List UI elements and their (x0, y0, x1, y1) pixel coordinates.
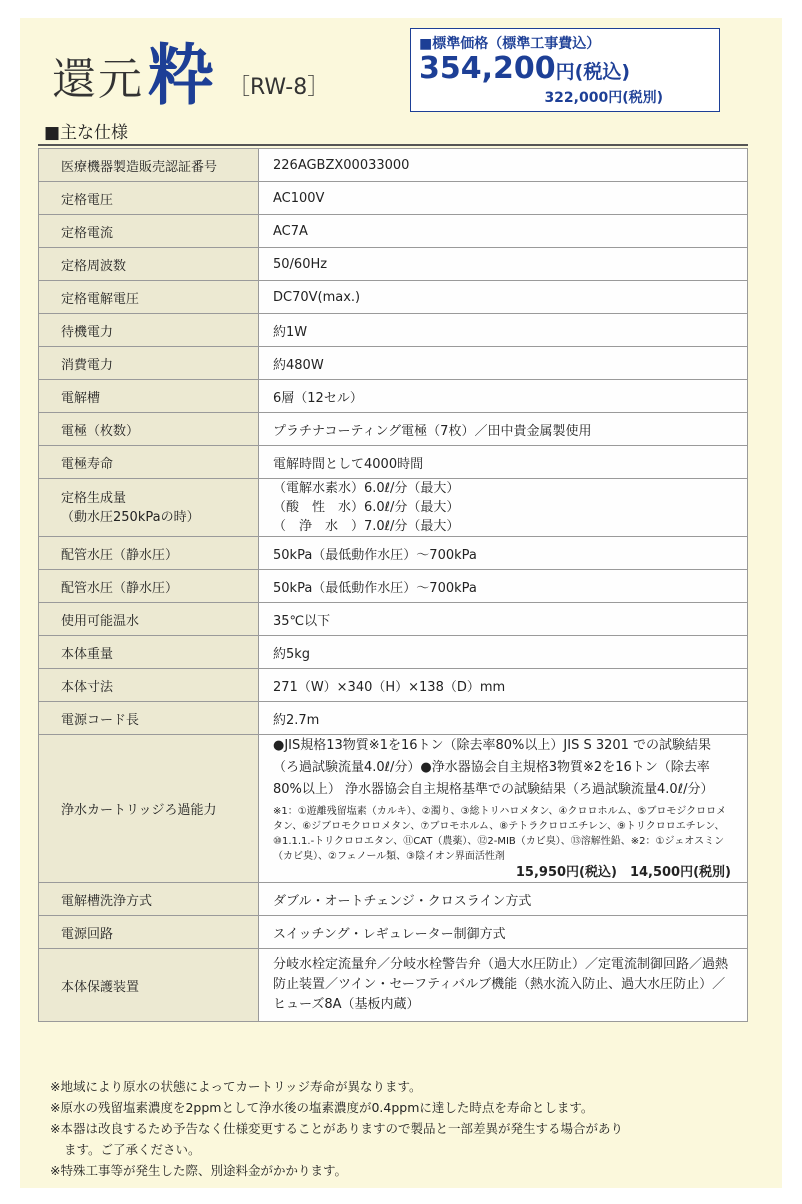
spec-label: 配管水圧（静水圧） (39, 570, 259, 603)
spec-row (39, 149, 748, 182)
spec-row-protection (39, 949, 748, 1022)
spec-row (39, 215, 748, 248)
spec-label: 定格周波数 (39, 248, 259, 281)
product-title (52, 36, 330, 114)
spec-value: 約5kg (259, 636, 748, 669)
spec-value: 50kPa（最低動作水圧）～700kPa (259, 570, 748, 603)
spec-label: 電極（枚数） (39, 413, 259, 446)
spec-row (39, 182, 748, 215)
footnote: ※本器は改良するため予告なく仕様変更することがありますので製品と一部差異が発生する場合があり (50, 1121, 623, 1136)
spec-value: ダブル・オートチェンジ・クロスライン方式 (259, 883, 748, 916)
spec-label: 使用可能温水 (39, 603, 259, 636)
generation-label-line: 定格生成量 (61, 490, 127, 506)
spec-label: 電解槽洗浄方式 (39, 883, 259, 916)
spec-value: 35℃以下 (259, 603, 748, 636)
spec-value: DC70V(max.) (259, 281, 748, 314)
spec-label: 定格電圧 (39, 182, 259, 215)
spec-label: 本体重量 (39, 636, 259, 669)
spec-row (39, 603, 748, 636)
spec-value-protection: 分岐水栓定流量弁／分岐水栓警告弁（過大水圧防止）／定電流制御回路／過熱防止装置／ツイン・セーフティバルブ機能（熱水流入防止、過大水圧防止）／ヒューズ8A（基板内蔵） (259, 949, 748, 1022)
price-sub: 322,000円(税別) (544, 90, 663, 106)
spec-row (39, 446, 748, 479)
generation-line: （酸 性 水）6.0ℓ/分（最大） (273, 500, 460, 515)
footnote: ます。ご了承ください。 (64, 1142, 201, 1157)
footnote: ※特殊工事等が発生した際、別途料金がかかります。 (50, 1163, 347, 1178)
spec-row (39, 314, 748, 347)
spec-label: 電解槽 (39, 380, 259, 413)
spec-value: 50/60Hz (259, 248, 748, 281)
spec-row (39, 380, 748, 413)
spec-value: AC7A (259, 215, 748, 248)
section-title: ■主な仕様 (38, 122, 748, 146)
spec-value: 約2.7m (259, 702, 748, 735)
cartridge-text: ●JIS規格13物質※1を16トン（除去率80%以上）JIS S 3201 での試験結果（ろ過試験流量4.0ℓ/分）●浄水器協会自主規格3物質※2を16トン（除去率80%以上） 浄水器協会自主規格基準での試験結果（ろ過試験流量4.0ℓ/分） (273, 738, 714, 797)
spec-label-cartridge: 浄水カートリッジろ過能力 (39, 735, 259, 883)
cartridge-note: ※1：①遊離残留塩素（カルキ）、②濁り、③総トリハロメタン、④クロロホルム、⑤ブロモジクロロメタン、⑥ジブロモクロロメタン、⑦ブロモホルム、⑧テトラクロロエチレン、⑨トリクロロエチレン、⑩1.1.1.-トリクロロエタン、⑪CAT（農薬）、⑫2-MIB（カビ臭）、⑬溶解性鉛、※2：①ジェオスミン（カビ臭）、②フェノール類、③陰イオン界面活性剤 (273, 806, 727, 862)
model-number: ［RW-8］ (228, 75, 330, 100)
spec-value: 6層（12セル） (259, 380, 748, 413)
spec-value: 約480W (259, 347, 748, 380)
spec-row-generation (39, 479, 748, 537)
cartridge-price: 15,950円(税込) 14,500円(税別) (515, 865, 731, 880)
spec-label: 待機電力 (39, 314, 259, 347)
price-main-number: 354,200 (419, 51, 556, 86)
spec-row (39, 281, 748, 314)
price-box (410, 28, 720, 112)
spec-table (38, 148, 748, 1022)
footnote: ※原水の残留塩素濃度を2ppmとして浄水後の塩素濃度が0.4ppmに達した時点を寿命とします。 (50, 1100, 594, 1115)
spec-row (39, 570, 748, 603)
spec-label: 配管水圧（静水圧） (39, 537, 259, 570)
spec-value-cartridge (259, 735, 748, 883)
spec-label: 電極寿命 (39, 446, 259, 479)
generation-line: （ 浄 水 ）7.0ℓ/分（最大） (273, 519, 460, 534)
spec-row (39, 347, 748, 380)
spec-value: 約1W (259, 314, 748, 347)
spec-row (39, 669, 748, 702)
spec-label-generation (39, 479, 259, 537)
spec-sheet (20, 18, 782, 1188)
spec-label: 消費電力 (39, 347, 259, 380)
spec-value: 271（W）×340（H）×138（D）mm (259, 669, 748, 702)
spec-value: 電解時間として4000時間 (259, 446, 748, 479)
spec-row-cartridge (39, 735, 748, 883)
spec-value: スイッチング・レギュレーター制御方式 (259, 916, 748, 949)
spec-label: 電源コード長 (39, 702, 259, 735)
generation-line: （電解水素水）6.0ℓ/分（最大） (273, 481, 460, 496)
spec-value: 50kPa（最低動作水圧）～700kPa (259, 537, 748, 570)
title-main-text: 還元 (52, 54, 144, 105)
title-kanji-logo: 粋 (148, 36, 214, 114)
spec-value: 226AGBZX00033000 (259, 149, 748, 182)
footnote: ※地域により原水の状態によってカートリッジ寿命が異なります。 (50, 1079, 422, 1094)
price-main-suffix: 円(税込) (555, 61, 631, 83)
spec-label: 電源回路 (39, 916, 259, 949)
spec-label: 定格電流 (39, 215, 259, 248)
spec-label-protection: 本体保護装置 (39, 949, 259, 1022)
spec-row (39, 537, 748, 570)
spec-value-generation (259, 479, 748, 537)
price-label: ■標準価格（標準工事費込） (419, 36, 601, 52)
spec-value: AC100V (259, 182, 748, 215)
spec-label: 定格電解電圧 (39, 281, 259, 314)
spec-row (39, 916, 748, 949)
spec-row (39, 883, 748, 916)
spec-value: プラチナコーティング電極（7枚）／田中貴金属製使用 (259, 413, 748, 446)
footnotes (50, 1076, 760, 1181)
generation-label-line: （動水圧250kPaの時） (61, 509, 200, 525)
spec-label: 本体寸法 (39, 669, 259, 702)
spec-row (39, 413, 748, 446)
price-main (419, 52, 711, 89)
spec-label: 医療機器製造販売認証番号 (39, 149, 259, 182)
spec-row (39, 636, 748, 669)
spec-row (39, 248, 748, 281)
spec-row (39, 702, 748, 735)
